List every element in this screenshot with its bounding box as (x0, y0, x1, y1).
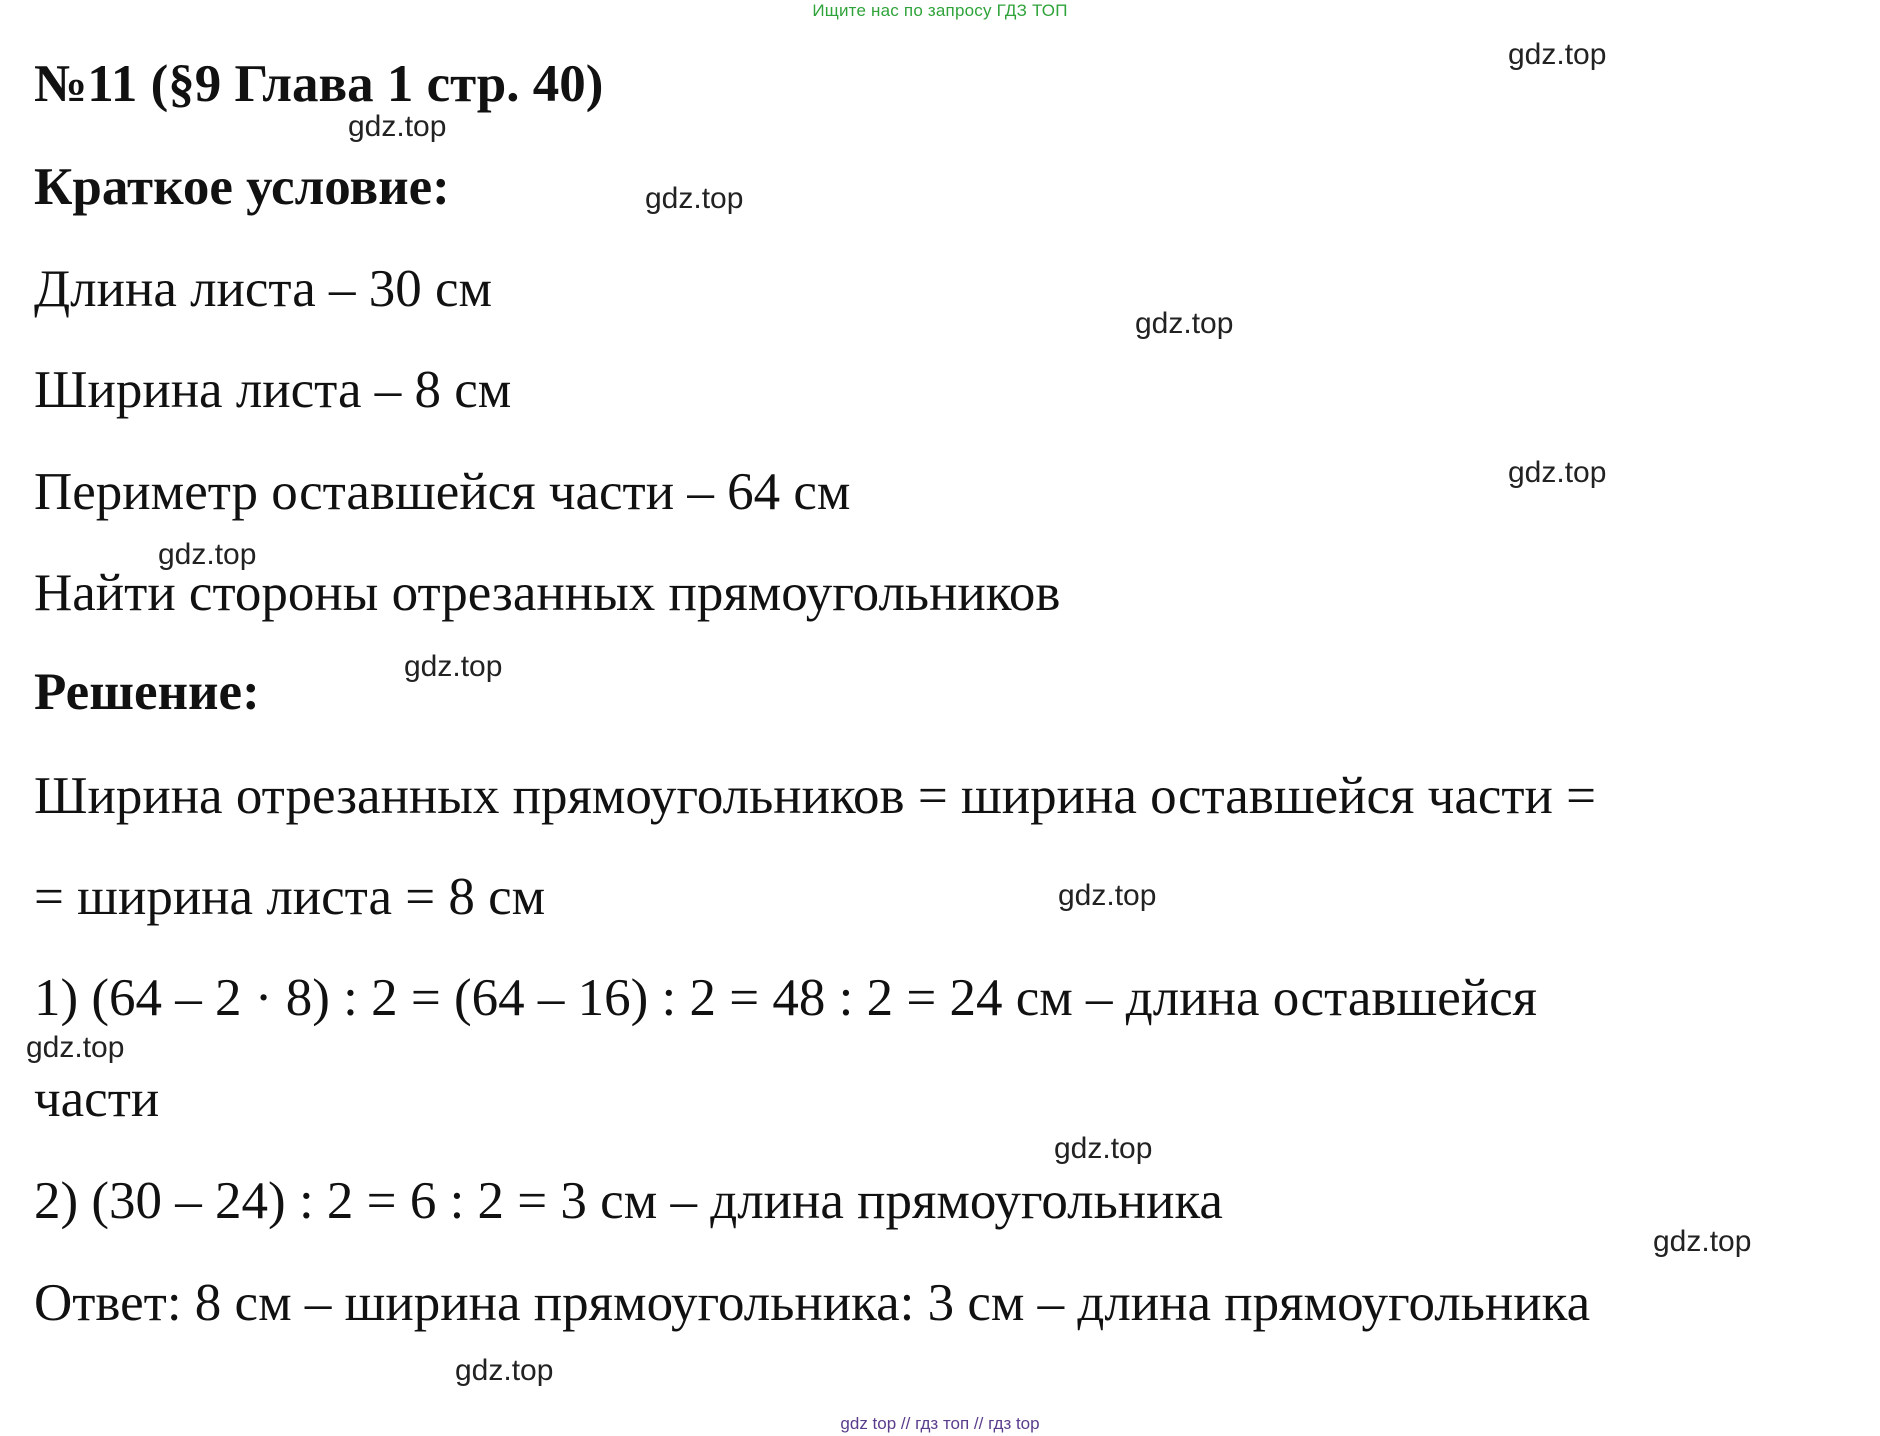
watermark: gdz.top (645, 182, 744, 215)
solution-step-1: 1) (64 – 2 · 8) : 2 = (64 – 16) : 2 = 48 : 2 = 24 см – длина оставшейся (34, 969, 1538, 1027)
answer-line: Ответ: 8 см – ширина прямоугольника: 3 см – длина прямоугольника (34, 1274, 1591, 1332)
watermark: gdz.top (1508, 456, 1607, 489)
watermark: gdz.top (26, 1031, 125, 1064)
watermark: gdz.top (1058, 879, 1157, 912)
watermark: gdz.top (1054, 1132, 1153, 1165)
condition-line-width: Ширина листа – 8 см (34, 361, 512, 419)
watermark: gdz.top (348, 110, 447, 143)
watermark: gdz.top (158, 538, 257, 571)
solution-line-1: Ширина отрезанных прямоугольников = ширина оставшейся части = (34, 767, 1597, 825)
condition-heading: Краткое условие: (34, 158, 450, 216)
solution-line-2: = ширина листа = 8 см (34, 868, 546, 926)
watermark: gdz.top (404, 650, 503, 683)
condition-line-length: Длина листа – 30 см (34, 260, 493, 318)
page-title: №11 (§9 Глава 1 стр. 40) (34, 55, 604, 113)
solution-step-1-cont: части (34, 1070, 160, 1128)
solution-heading: Решение: (34, 663, 260, 721)
footer-links: gdz top // гдз топ // гдз top (840, 1414, 1040, 1433)
watermark: gdz.top (1508, 38, 1607, 71)
condition-line-perimeter: Периметр оставшейся части – 64 см (34, 463, 851, 521)
watermark: gdz.top (1135, 307, 1234, 340)
watermark: gdz.top (1653, 1225, 1752, 1258)
watermark: gdz.top (455, 1354, 554, 1387)
condition-line-find: Найти стороны отрезанных прямоугольников (34, 564, 1061, 622)
solution-step-2: 2) (30 – 24) : 2 = 6 : 2 = 3 см – длина прямоугольника (34, 1172, 1223, 1230)
top-banner: Ищите нас по запросу ГДЗ ТОП (812, 1, 1068, 20)
